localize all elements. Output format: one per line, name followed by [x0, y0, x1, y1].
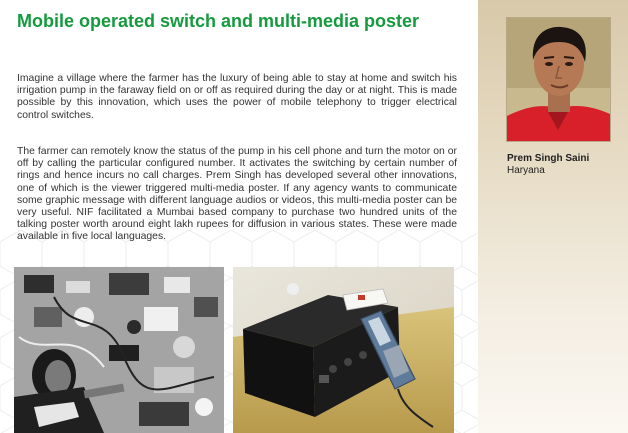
intro-paragraph: Imagine a village where the farmer has the luxury of being able to stay at home and switch his irrigation pump in the faraway field on or off as required during the day or at night. This is made possible by this innovation, which uses the power of mobile telephony to trigger electrical control switches.: [17, 73, 457, 121]
device-photo: [233, 267, 454, 433]
innovator-state: Haryana: [507, 165, 545, 176]
page-title: Mobile operated switch and multi-media poster: [17, 11, 420, 31]
innovator-name: Prem Singh Saini: [507, 153, 590, 164]
innovator-portrait: [506, 17, 611, 142]
workbench-photo: [14, 267, 224, 433]
details-paragraph: The farmer can remotely know the status of the pump in his cell phone and turn the motor on or off by calling the particular configured number. It activates the switching by certain number of rings and hence incurs no call charges. Prem Singh has developed several other innovations, one of which is the viewer triggered multi-media poster. If any agency wants to communicate some graphic message with different language audios or videos, this multi-media poster can be very useful. NIF facilitated a Mumbai based company to purchase two hundred units of the talking poster worth around eight lakh rupees for diffusion in various states. These were made available in five local languages.: [17, 146, 457, 243]
